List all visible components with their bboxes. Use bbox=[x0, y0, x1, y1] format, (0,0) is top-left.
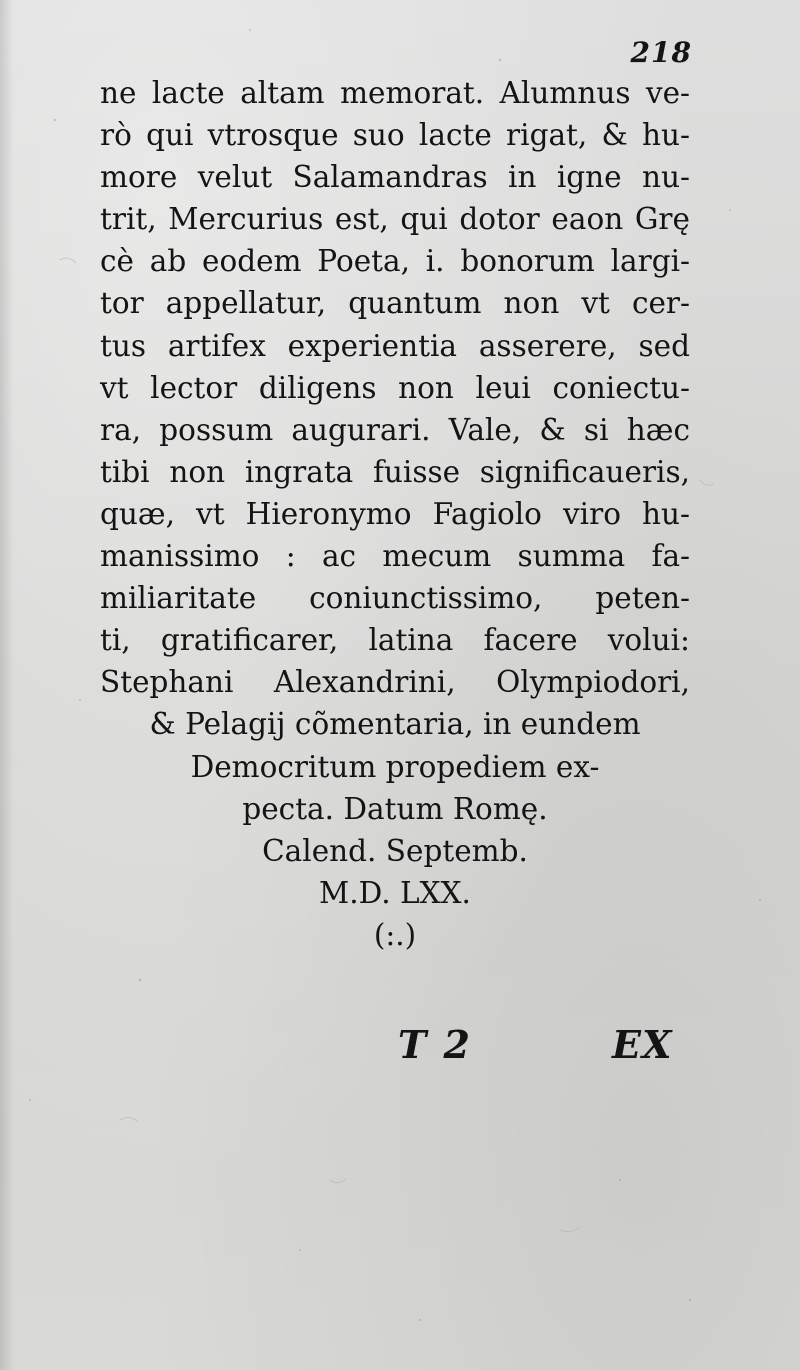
signature-mark: T 2 bbox=[398, 1022, 472, 1067]
page-gutter-shadow bbox=[0, 0, 14, 1370]
closing-date: Calend. Septemb. bbox=[262, 833, 528, 868]
text-line: vt lector diligens non leui coniectu- bbox=[100, 370, 690, 405]
text-line: ti, gratificarer, latina facere volui: bbox=[100, 623, 690, 658]
text-line: more velut Salamandras in igne nu- bbox=[100, 160, 690, 195]
closing-year: M.D. LXX. bbox=[319, 875, 471, 910]
text-line: ra, possum augurari. Vale, & si hæc bbox=[100, 412, 690, 447]
text-line: Stephani Alexandrini, Olympiodori, bbox=[100, 665, 690, 700]
text-line: tibi non ingrata fuisse significaueris, bbox=[100, 454, 690, 489]
catchword: EX bbox=[612, 1022, 673, 1067]
closing-line: Democritum propediem ex- bbox=[190, 749, 600, 784]
text-line: trit, Mercurius est, qui dotor eaon Grę bbox=[100, 202, 690, 237]
text-line: rò qui vtrosque suo lacte rigat, & hu- bbox=[100, 118, 690, 153]
text-line: miliaritate coniunctissimo, peten- bbox=[100, 581, 690, 616]
text-line: quæ, vt Hieronymo Fagiolo viro hu- bbox=[100, 496, 690, 531]
text-line: manissimo : ac mecum summa fa- bbox=[100, 539, 690, 574]
text-line: tus artifex experientia asserere, sed bbox=[100, 328, 690, 363]
text-line: ne lacte altam memorat. Alumnus ve- bbox=[100, 76, 690, 110]
page-number: 218 bbox=[630, 36, 692, 69]
closing-line: & Pelagij cõmentaria, in eundem bbox=[149, 707, 641, 742]
body-text bbox=[100, 72, 690, 956]
text-line: tor appellatur, quantum non vt cer- bbox=[100, 286, 690, 321]
text-line: cè ab eodem Poeta, i. bonorum largi- bbox=[100, 244, 690, 279]
closing-ornament: (:.) bbox=[373, 917, 417, 952]
closing-line: pecta. Datum Romę. bbox=[242, 791, 548, 826]
